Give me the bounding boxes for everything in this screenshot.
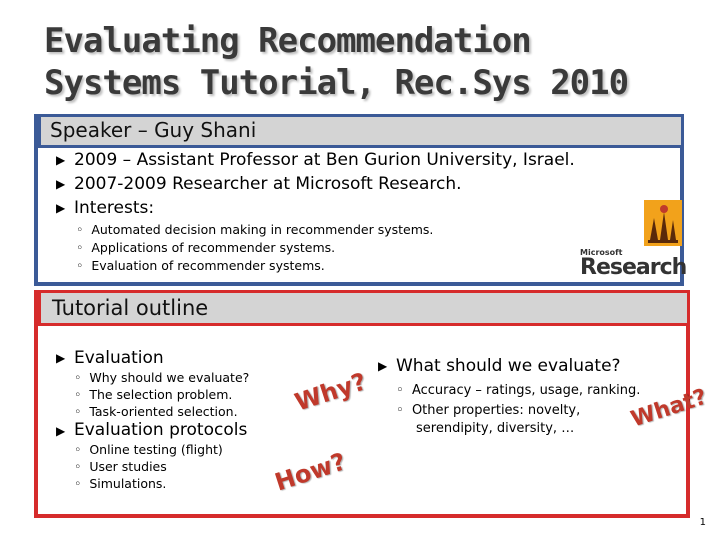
outline-heading: Tutorial outline xyxy=(52,296,209,320)
bullet-icon: ▶ xyxy=(56,201,66,215)
bullet-icon: ▶ xyxy=(56,177,66,191)
outline-subitem: ◦ Accuracy – ratings, usage, ranking. xyxy=(396,383,641,398)
microsoft-research-logo xyxy=(580,248,686,279)
deco-how-text: How? xyxy=(271,447,350,497)
speaker-heading: Speaker – Guy Shani xyxy=(50,118,257,142)
outline-subitem: ◦ Online testing (flight) xyxy=(74,442,223,457)
deco-what-text: What? xyxy=(628,384,711,433)
outline-subitem-continuation: serendipity, diversity, … xyxy=(416,421,575,436)
bullet-icon: ▶ xyxy=(56,424,66,438)
outline-subitem: ◦ User studies xyxy=(74,459,167,474)
outline-item-evaluation: Evaluation xyxy=(74,348,164,368)
speaker-item: 2009 – Assistant Professor at Ben Gurion University, Israel. xyxy=(74,150,575,170)
slide-title-line2: Systems Tutorial, Rec.Sys 2010 xyxy=(44,63,629,103)
research-logo-text: Research xyxy=(580,255,687,280)
bullet-icon: ▶ xyxy=(56,351,66,365)
microsoft-logo-small: Microsoft xyxy=(580,248,623,257)
slide-title xyxy=(44,20,704,104)
outline-subitem: ◦ The selection problem. xyxy=(74,387,233,402)
university-logo xyxy=(644,200,682,246)
outline-subitem: ◦ Other properties: novelty, xyxy=(396,403,581,418)
bullet-icon: ▶ xyxy=(378,359,388,373)
speaker-item: 2007-2009 Researcher at Microsoft Research. xyxy=(74,174,462,194)
interest-item: ◦ Automated decision making in recommender systems. xyxy=(76,222,434,237)
slide-title-line1: Evaluating Recommendation xyxy=(44,21,531,61)
interest-item: ◦ Applications of recommender systems. xyxy=(76,240,336,255)
bullet-icon: ▶ xyxy=(56,153,66,167)
outline-subitem: ◦ Task-oriented selection. xyxy=(74,404,238,419)
outline-item-what: What should we evaluate? xyxy=(396,356,621,376)
deco-why-text: Why? xyxy=(291,367,370,417)
outline-subitem: ◦ Simulations. xyxy=(74,476,167,491)
interest-item: ◦ Evaluation of recommender systems. xyxy=(76,258,325,273)
speaker-item: Interests: xyxy=(74,198,155,218)
outline-item-protocols: Evaluation protocols xyxy=(74,420,248,440)
page-number: 1 xyxy=(699,517,706,528)
outline-subitem: ◦ Why should we evaluate? xyxy=(74,370,250,385)
